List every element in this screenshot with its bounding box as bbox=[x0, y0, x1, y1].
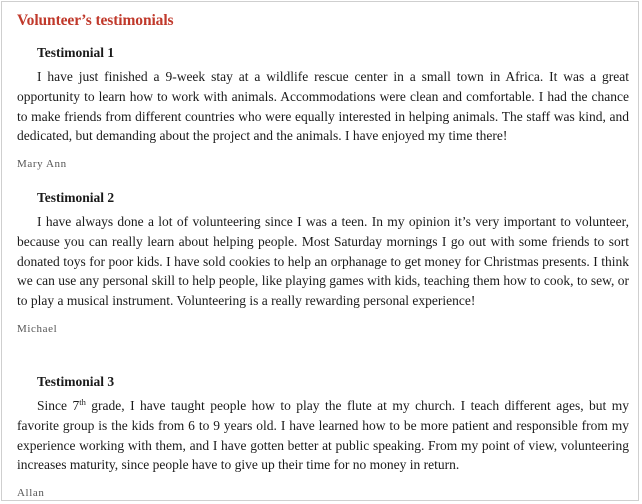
testimonial-body-lead: Since 7 bbox=[37, 398, 80, 413]
testimonial-body bbox=[17, 396, 629, 475]
testimonial-heading: Testimonial 1 bbox=[37, 45, 115, 60]
testimonial-3 bbox=[17, 374, 629, 499]
testimonial-body: I have just finished a 9-week stay at a wildlife rescue center in a small town in Africa. It was a great opportunity to learn how to work with animals. Accommodations were clean and comfortable. I had the chance to make friends from different countries who were equally interested in helping animals. The staff was kind, and dedicated, but demanding about the project and the animals. I have enjoyed my time there! bbox=[17, 69, 629, 144]
testimonial-body: I have always done a lot of volunteering since I was a teen. In my opinion it’s very important to volunteer, because you can really learn about helping people. Most Saturday mornings I go out with some friends to sort donated toys for poor kids. I have sold cookies to help an orphanage to get money for Christmas presents. I think we can use any personal skill to help people, like playing games with kids, teaching them how to cook, to sew, or to play a musical instrument. Volunteering is a really rewarding personal experience! bbox=[17, 214, 629, 309]
testimonial-author: Michael bbox=[17, 322, 58, 335]
testimonial-heading: Testimonial 2 bbox=[37, 190, 115, 205]
testimonial-author: Allan bbox=[17, 487, 45, 500]
testimonial-heading: Testimonial 3 bbox=[37, 374, 115, 389]
testimonial-2 bbox=[17, 190, 629, 335]
testimonial-author: Mary Ann bbox=[17, 158, 67, 171]
ordinal-suffix: th bbox=[79, 397, 86, 407]
testimonial-body-rest: grade, I have taught people how to play the flute at my church. I teach different ages, but my favorite group is the kids from 6 to 9 years old. I have learned how to be more patient and responsible from my experience working with them, and I have gotten better at public speaking. From my point of view, volunteering increases maturity, since people have to give up their time for no money in return. bbox=[17, 398, 629, 473]
testimonials-panel bbox=[1, 1, 639, 501]
testimonial-1 bbox=[17, 45, 629, 170]
page-title: Volunteer’s testimonials bbox=[17, 12, 174, 29]
